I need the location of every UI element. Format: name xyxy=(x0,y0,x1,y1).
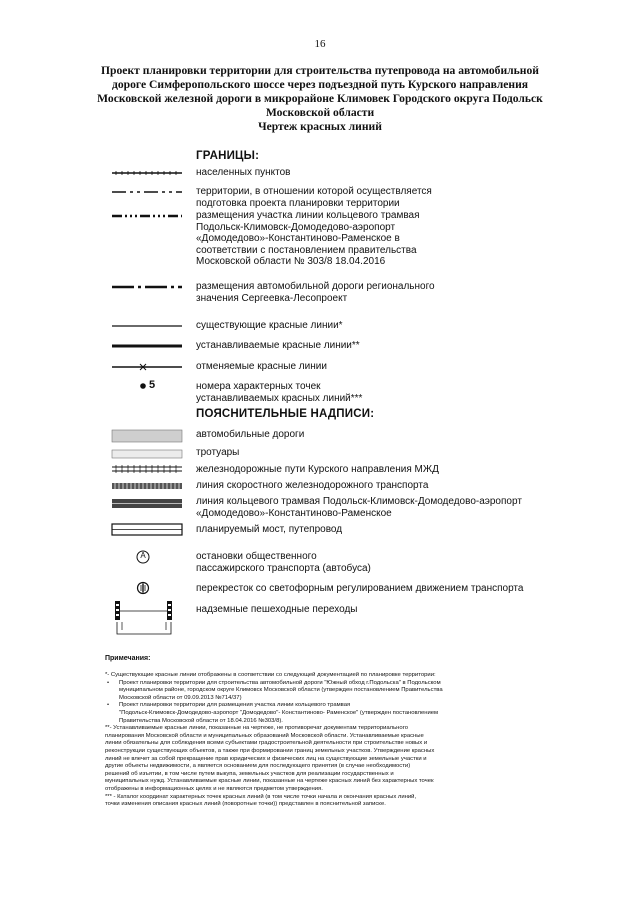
high-speed-rail-symbol xyxy=(112,483,182,489)
legend-item-railway: железнодорожные пути Курского направления МЖД xyxy=(196,464,439,475)
note-line: *- Существующие красные линии отображены в соответствии со следующей документацией по планировке территории: xyxy=(105,672,436,678)
legend-item-settlements: населенных пунктов xyxy=(196,167,291,178)
legend-item-tram-placement: размещения участка линии кольцевого трамвая Подольск-Климовск-Домодедово-аэропорт «Домодедово»-Константиново-Раменское в соответствии с постановлением правительства Московской области № 303/8 18.04.2016 xyxy=(196,210,420,267)
point-number-label: 5 xyxy=(149,379,156,391)
drawing-subtitle: Чертеж красных линий xyxy=(258,120,382,133)
title-line: Проект планировки территории для строительства путепровода на автомобильной xyxy=(101,64,539,77)
page-number: 16 xyxy=(314,38,326,50)
note-line: "Подольск-Климовск-Домодедово-аэропорт "Домодедово"- Константиново- Раменское" (утвержден постановлением xyxy=(119,709,439,716)
legend-item-bus-stops: остановки общественного пассажирского транспорта (автобуса) xyxy=(196,551,371,574)
tram-line-symbol xyxy=(112,499,182,508)
note-line: реконструкции существующих объектов, а также при формировании границ земельных участков. Утверждение красных xyxy=(105,747,435,754)
title-line: Московской железной дороги в микрорайоне Климовек Городского округа Подольск xyxy=(97,92,543,105)
railway-tracks-symbol xyxy=(112,465,182,473)
note-line: отображены в информационных целях и не являются предметом утверждения. xyxy=(105,785,323,792)
settlement-border-symbol xyxy=(112,171,182,175)
legend-item-sidewalks: тротуары xyxy=(196,447,240,458)
legend-item-pedestrian-crossings: надземные пешеходные переходы xyxy=(196,604,358,615)
legend-item-planning-territory: территории, в отношении которой осуществляется подготовка проекта планировки территории xyxy=(196,186,432,209)
note-line: другие объекты недвижимости, а является основанием для последующего принятия (в случае необходимости) xyxy=(105,763,411,770)
sidewalks-symbol xyxy=(112,450,182,458)
note-line: *** - Каталог координат характерных точек красных линий (в том числе точки начала и окончания красных линий, xyxy=(105,793,417,800)
note-line: • Проект планировки территории для размещения участка линии кольцевого трамвая xyxy=(105,702,575,710)
notes-body xyxy=(105,672,575,809)
legend-item-cancelled-red-lines: отменяемые красные линии xyxy=(196,361,327,372)
note-line: муниципальном районе, городском округе Климовск Московской области (утвержден постановлением Правительства xyxy=(119,687,443,694)
note-line: **- Устанавливаемые красные линии, показанные на чертеже, не противоречат документам территориального xyxy=(105,725,409,732)
cancelled-red-line-symbol xyxy=(112,364,182,370)
bus-stop-letter: A xyxy=(140,551,146,560)
note-line: линии обязательны для соблюдения всеми субъектами градостроительной деятельности при строительстве новых и xyxy=(105,740,428,747)
characteristic-point-dot xyxy=(140,383,146,389)
note-line: Московской области от 09.09.2013 №714/37) xyxy=(119,694,242,701)
note-line: • Проект планировки территории для строительства автомобильной дороги "Южный обход г.Подольска" в Подольском xyxy=(105,680,575,688)
traffic-light-icon xyxy=(138,583,149,594)
note-line: муниципальных нужд. Устанавливаемые красные линии, показанные на чертеже красных линий без характерных точек xyxy=(105,778,434,785)
note-line: решений об изъятии, в том числе путем выкупа, земельных участков для реализации государственных и xyxy=(105,770,394,777)
notes-title: Примечания: xyxy=(105,655,151,662)
title-line: дороге Симферопольского шоссе через подъездной путь Курского направления xyxy=(111,78,529,91)
title-line: Московской области xyxy=(265,106,375,119)
legend-item-high-speed-rail: линия скоростного железнодорожного транспорта xyxy=(196,480,429,491)
note-line: планирования Московской области и муниципальных образований Московской области. Устанавливаемые красные xyxy=(105,732,424,739)
bridge-overpass-symbol xyxy=(112,524,182,535)
legend-item-roads: автомобильные дороги xyxy=(196,429,305,440)
legend-item-regional-road: размещения автомобильной дороги регионального значения Сергеевка-Лесопроект xyxy=(196,281,435,304)
section-heading-borders: ГРАНИЦЫ: xyxy=(196,150,260,162)
legend-item-bridge: планируемый мост, путепровод xyxy=(196,524,343,535)
legend-item-established-red-lines: устанавливаемые красные линии** xyxy=(196,340,360,351)
legend-item-tram-line: линия кольцевого трамвая Подольск-Климовск-Домодедово-аэропорт «Домодедово»-Константиново-Раменское xyxy=(196,496,522,519)
roads-hatch-symbol xyxy=(112,430,182,442)
pedestrian-crossing-icon xyxy=(115,601,172,634)
section-heading-notes: ПОЯСНИТЕЛЬНЫЕ НАДПИСИ: xyxy=(196,408,375,420)
note-line: линий не влечет за собой прекращение прав юридических и физических лиц на существующие земельные участки и xyxy=(105,755,427,762)
legend-item-traffic-lights: перекресток со светофорным регулированием движением транспорта xyxy=(196,583,524,594)
note-line: Правительства Московской области от 18.04.2016 №303/8). xyxy=(119,717,283,724)
legend-item-existing-red-lines: существующие красные линии* xyxy=(196,320,343,331)
note-line: точки изменения описания красных линий (поворотные точки)) представлен в пояснительной записке. xyxy=(105,801,386,808)
legend-item-characteristic-points: номера характерных точек устанавливаемых красных линий*** xyxy=(196,381,363,404)
